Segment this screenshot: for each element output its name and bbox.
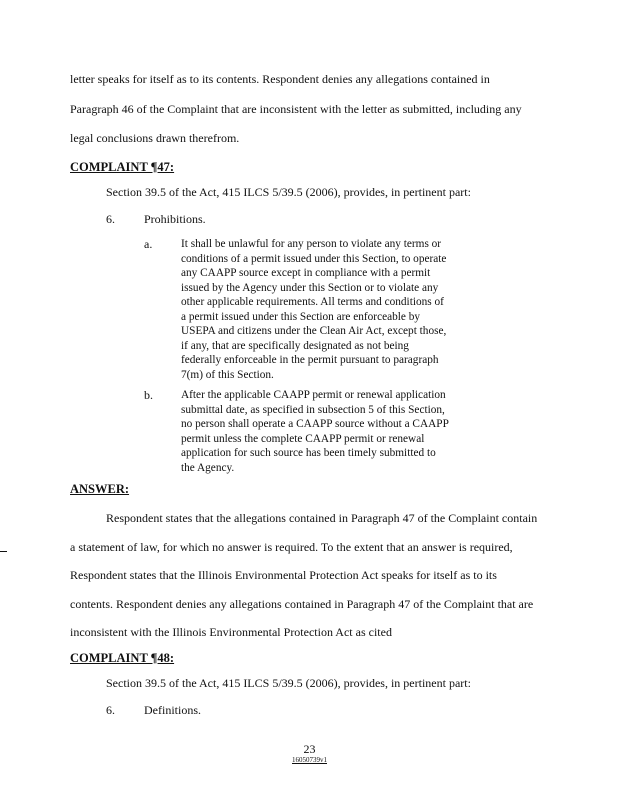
subsection-a-line: conditions of a permit issued under this Section, to operate bbox=[181, 252, 447, 265]
complaint-48-heading: COMPLAINT ¶48: bbox=[70, 651, 175, 665]
subsection-a-line: issued by the Agency under this Section or to violate any bbox=[181, 281, 439, 294]
subsection-a-line: It shall be unlawful for any person to violate any terms or bbox=[181, 238, 442, 250]
answer-line-3: Respondent states that the Illinois Environmental Protection Act speaks for itself as to its bbox=[70, 568, 497, 582]
document-id: 16050739v1 bbox=[292, 756, 327, 764]
answer-line-4: contents. Respondent denies any allegations contained in Paragraph 47 of the Complaint that are bbox=[70, 597, 534, 611]
complaint-47-heading: COMPLAINT ¶47: bbox=[70, 160, 175, 174]
subsection-b-line: the Agency. bbox=[181, 461, 235, 474]
subsection-a-label: a. bbox=[144, 237, 153, 251]
page-number: 23 bbox=[303, 742, 316, 756]
complaint-47-intro: Section 39.5 of the Act, 415 ILCS 5/39.5 (2006), provides, in pertinent part: bbox=[106, 185, 471, 199]
answer-line-2: a statement of law, for which no answer is required. To the extent that an answer is required, bbox=[70, 540, 513, 554]
answer-heading: ANSWER: bbox=[70, 482, 130, 496]
subsection-b-line: permit unless the complete CAAPP permit or renewal bbox=[181, 432, 425, 445]
body-line-2: Paragraph 46 of the Complaint that are inconsistent with the letter as submitted, including any bbox=[70, 102, 522, 116]
answer-line-5: inconsistent with the Illinois Environmental Protection Act as cited bbox=[70, 625, 392, 639]
subsection-a-line: USEPA and citizens under the Clean Air Act, except those, bbox=[181, 325, 447, 337]
subsection-b-line: After the applicable CAAPP permit or renewal application bbox=[181, 389, 446, 401]
subsection-a-line: federally enforceable in the permit pursuant to paragraph bbox=[181, 354, 439, 366]
subsection-a-line: a permit issued under this Section are enforceable by bbox=[181, 310, 421, 323]
subsection-a-line: if any, that are specifically designated as not being bbox=[181, 339, 409, 352]
margin-tick bbox=[0, 551, 7, 552]
subsection-b-line: submittal date, as specified in subsection 5 of this Section, bbox=[181, 403, 445, 416]
item-6-number: 6. bbox=[106, 212, 115, 226]
answer-line-1: Respondent states that the allegations contained in Paragraph 47 of the Complaint contain bbox=[106, 511, 538, 525]
subsection-a-text bbox=[181, 237, 471, 382]
subsection-b-line: no person shall operate a CAAPP source without a CAAPP bbox=[181, 418, 449, 430]
subsection-a-line: other applicable requirements. All terms and conditions of bbox=[181, 296, 444, 308]
item-6-title: Prohibitions. bbox=[144, 212, 206, 226]
subsection-b-label: b. bbox=[144, 388, 153, 402]
subsection-a-line: 7(m) of this Section. bbox=[181, 368, 274, 381]
subsection-a-line: any CAAPP source except in compliance with a permit bbox=[181, 267, 431, 279]
item-6-definitions-title: Definitions. bbox=[144, 703, 201, 717]
body-line-3: legal conclusions drawn therefrom. bbox=[70, 131, 240, 145]
subsection-b-text bbox=[181, 388, 471, 475]
body-line-1: letter speaks for itself as to its contents. Respondent denies any allegations contained in bbox=[70, 72, 490, 86]
item-6-definitions-number: 6. bbox=[106, 703, 115, 717]
complaint-48-intro: Section 39.5 of the Act, 415 ILCS 5/39.5 (2006), provides, in pertinent part: bbox=[106, 676, 471, 690]
subsection-b-line: application for such source has been timely submitted to bbox=[181, 447, 436, 459]
